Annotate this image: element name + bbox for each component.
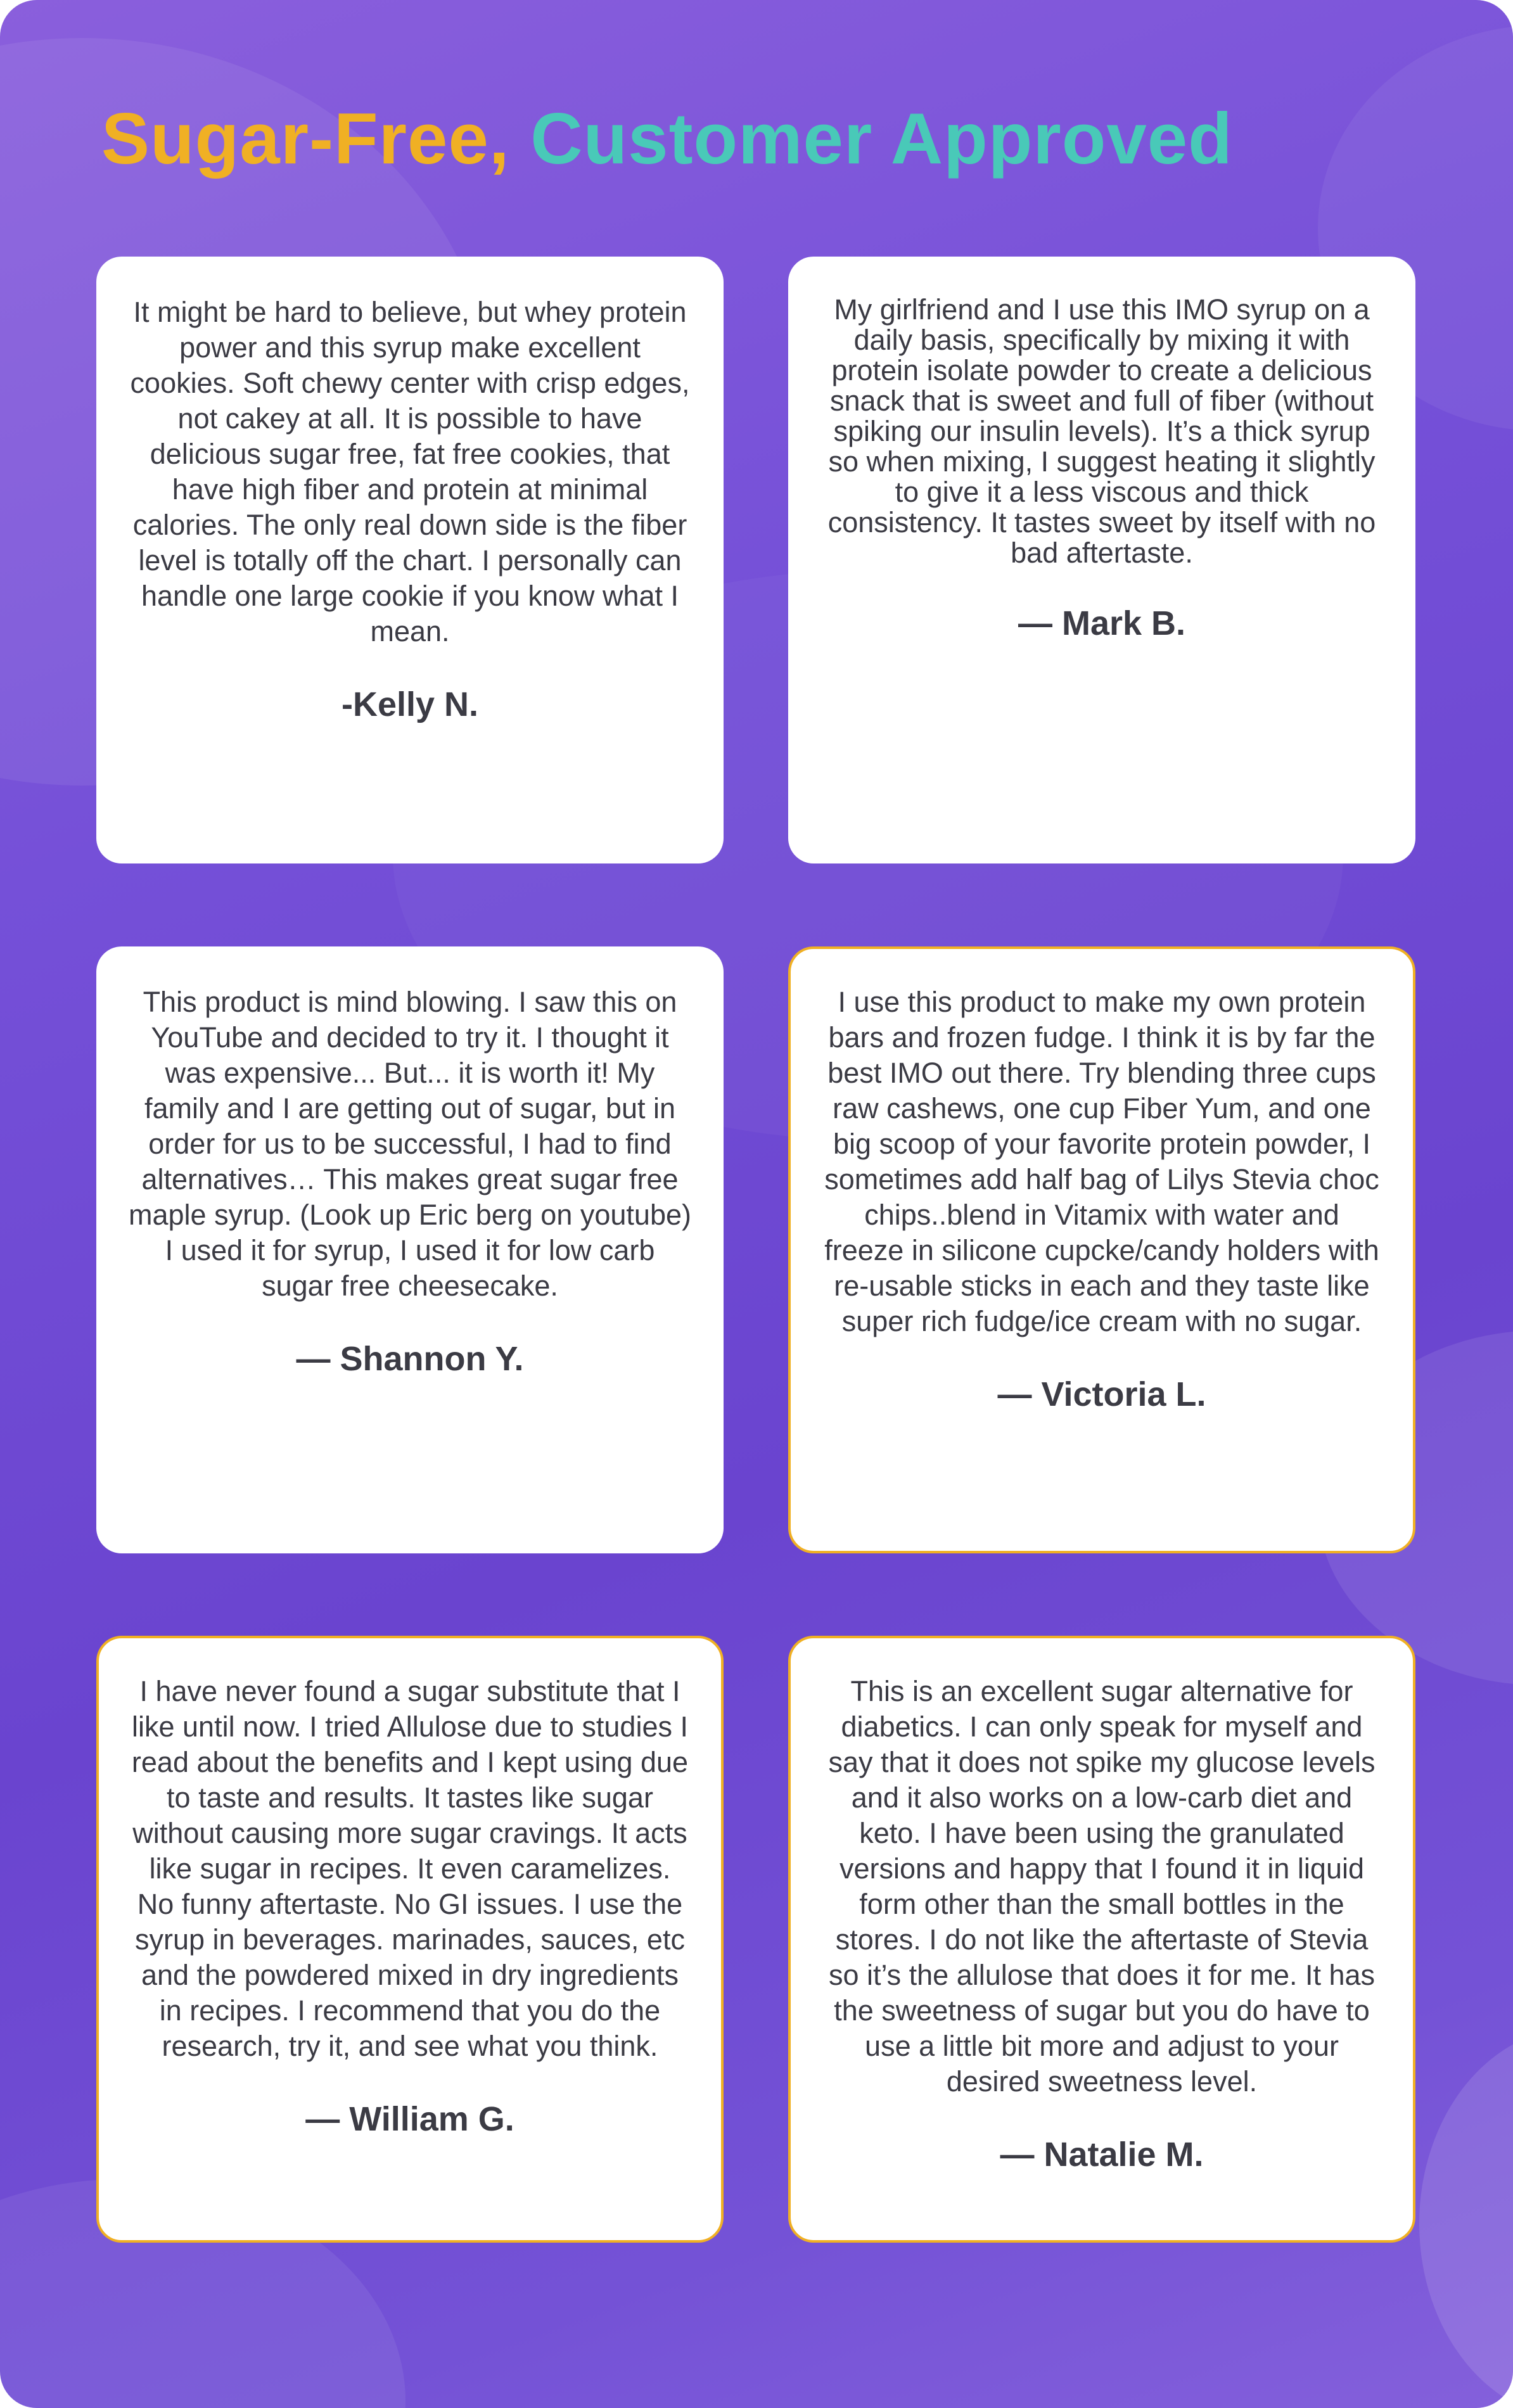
testimonial-card-highlighted (788, 946, 1415, 1553)
page-title (101, 95, 1233, 184)
page-title-part-2: Customer Approved (530, 99, 1233, 179)
testimonial-text: This is an excellent sugar alternative for diabetics. I can only speak for myself and say that it does not spike my glucose levels and it also works on a low-carb diet and keto. I have been using the granulated versions and happy that I found it in liquid form other than the small bottles in the stores. I do not like the aftertaste of Stevia so it’s the allulose that does it for me. It has the sweetness of sugar but you do have to use a little bit more and adjust to your desired sweetness level. (828, 1675, 1376, 2098)
testimonial-author: — William G. (305, 2100, 514, 2138)
page-title-part-1: Sugar-Free, (101, 99, 510, 179)
testimonial-author: — Natalie M. (1000, 2136, 1204, 2174)
decorative-blob (1419, 2027, 1513, 2408)
testimonial-author: -Kelly N. (341, 685, 479, 723)
testimonial-author: — Shannon Y. (296, 1340, 524, 1378)
testimonial-author: — Mark B. (1018, 604, 1186, 642)
testimonial-author: — Victoria L. (997, 1375, 1206, 1413)
testimonial-card-highlighted (96, 1636, 724, 2243)
testimonial-card (96, 257, 724, 863)
testimonial-text: It might be hard to believe, but whey protein power and this syrup make excellent cookies. Soft chewy center with crisp edges, not cakey at all. It is possible to have delicious sugar free, fat free cookies, that have high fiber and protein at minimal calories. The only real down side is the fiber level is totally off the chart. I personally can handle one large cookie if you know what I mean. (130, 296, 690, 647)
testimonial-text: I have never found a sugar substitute that I like until now. I tried Allulose due to studies I read about the benefits and I kept using due to taste and results. It tastes like sugar without causing more sugar cravings. It acts like sugar in recipes. It even caramelizes. No funny aftertaste. No GI issues. I use the syrup in beverages. marinades, sauces, etc and the powdered mixed in dry ingredients in recipes. I recommend that you do the research, try it, and see what you think. (131, 1675, 689, 2062)
testimonial-text: I use this product to make my own protein bars and frozen fudge. I think it is by far the best IMO out there. Try blending three cups raw cashews, one cup Fiber Yum, and one big scoop of your favorite protein powder, I sometimes add half bag of Lilys Stevia choc chips..blend in Vitamix with water and freeze in silicone cupcke/candy holders with re-usable sticks in each and they taste like super rich fudge/ice cream with no sugar. (824, 986, 1379, 1337)
testimonial-card (96, 946, 724, 1553)
testimonial-text: This product is mind blowing. I saw this on YouTube and decided to try it. I thought it was expensive... But... it is worth it! My family and I are getting out of sugar, but in order for us to be successful, I had to find alternatives… This makes great sugar free maple syrup. (Look up Eric berg on youtube) I used it for syrup, I used it for low carb sugar free cheesecake. (129, 986, 691, 1302)
testimonial-text: My girlfriend and I use this IMO syrup on a daily basis, specifically by mixing it with protein isolate powder to create a delicious snack that is sweet and full of fiber (without spiking our insulin levels). It’s a thick syrup so when mixing, I suggest heating it slightly to give it a less viscous and thick consistency. It tastes sweet by itself with no bad aftertaste. (827, 293, 1376, 569)
testimonial-card (788, 257, 1415, 863)
testimonial-card-highlighted (788, 1636, 1415, 2243)
